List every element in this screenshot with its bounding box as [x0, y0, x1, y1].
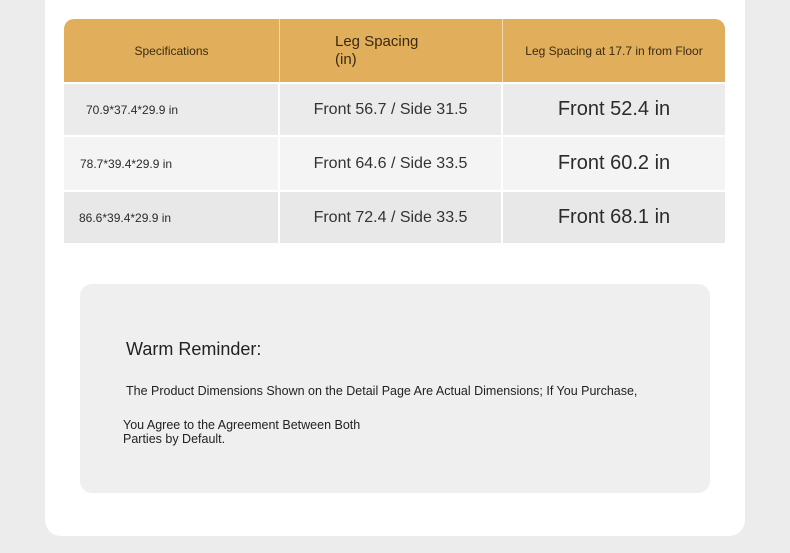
- cell-leg-spacing: Front 64.6 / Side 33.5: [280, 137, 503, 190]
- table-row: [64, 192, 725, 243]
- table-header: [64, 19, 725, 84]
- header-specifications: Specifications: [64, 19, 280, 82]
- spec-table: [64, 19, 725, 245]
- header-leg-spacing-floor: Leg Spacing at 17.7 in from Floor: [525, 43, 703, 58]
- header-leg-spacing-line1: Leg Spacing: [335, 32, 419, 50]
- reminder-text-line2: You Agree to the Agreement Between Both Parties by Default.: [123, 418, 361, 446]
- cell-floor-spacing: Front 52.4 in: [557, 98, 671, 120]
- table-row: [64, 84, 725, 137]
- header-leg-spacing: [280, 19, 503, 82]
- cell-spec: 86.6*39.4*29.9 in: [64, 192, 280, 243]
- reminder-title: Warm Reminder:: [126, 339, 262, 359]
- cell-floor-spacing: Front 60.2 in: [557, 152, 671, 174]
- cell-floor-spacing: Front 68.1 in: [557, 206, 671, 228]
- warm-reminder-box: [80, 284, 710, 493]
- reminder-text-line1: The Product Dimensions Shown on the Detail Page Are Actual Dimensions; If You Purchase,: [126, 384, 638, 398]
- cell-spec: 70.9*37.4*29.9 in: [64, 84, 280, 135]
- header-leg-spacing-line2: (in): [335, 50, 357, 68]
- cell-leg-spacing: Front 72.4 / Side 33.5: [280, 192, 503, 243]
- table-row: [64, 137, 725, 192]
- cell-leg-spacing: Front 56.7 / Side 31.5: [280, 84, 503, 135]
- cell-spec: 78.7*39.4*29.9 in: [64, 137, 280, 190]
